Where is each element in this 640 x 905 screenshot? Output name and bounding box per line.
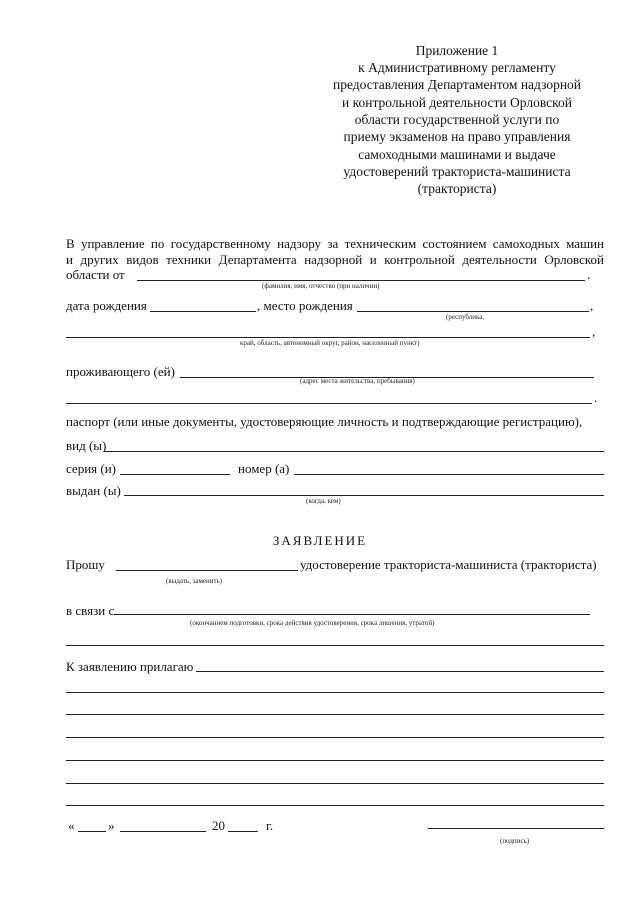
caption-residence: (адрес места жительства, пребывания) (300, 377, 415, 385)
header-line-5: области государственной услуги по (354, 112, 560, 127)
birth-region-end: , (592, 324, 596, 339)
header-line-7: самоходными машинами и выдаче (358, 147, 556, 162)
header-line-2: к Административному регламенту (358, 60, 556, 75)
passport-number-field[interactable] (294, 474, 604, 475)
attach-field-2[interactable] (66, 692, 604, 693)
date-year-field[interactable] (228, 831, 258, 832)
signature-field[interactable] (428, 828, 604, 829)
date-year-prefix: 20 (212, 818, 225, 833)
caption-reason: (окончанием подготовки, срока действия удостоверения, срока лишения, утратой) (190, 619, 435, 627)
reason-field[interactable] (114, 614, 590, 615)
applicant-name-field[interactable] (137, 280, 585, 281)
date-quote-close: » (108, 818, 115, 833)
caption-region: край, область, автономный округ, район, населенный пункт) (240, 339, 420, 347)
birth-date-field[interactable] (150, 311, 256, 312)
attach-field-1[interactable] (196, 671, 604, 672)
birth-place-field[interactable] (357, 311, 589, 312)
birth-place-end: , (590, 298, 594, 313)
passport-kind-field[interactable] (104, 451, 604, 452)
addressee-from-label: области от (66, 267, 125, 282)
passport-series-field[interactable] (120, 474, 230, 475)
header-line-9: (тракториста) (417, 181, 497, 196)
attach-field-3[interactable] (66, 714, 604, 715)
residence-end: . (594, 390, 598, 405)
residence-label: проживающего (ей) (66, 364, 175, 379)
passport-issued-label: выдан (ы) (66, 483, 121, 498)
header-line-4: и контрольной деятельности Орловской (342, 95, 572, 110)
passport-issued-field[interactable] (124, 495, 604, 496)
header-line-1: Приложение 1 (415, 43, 499, 58)
addressee-end-dot: . (587, 267, 591, 282)
header-line-3: предоставления Департаментом надзорной (332, 77, 582, 92)
reason-label: в связи с (66, 603, 115, 618)
date-day-field[interactable] (78, 831, 106, 832)
date-quote-open: « (68, 818, 75, 833)
statement-title: ЗАЯВЛЕНИЕ (272, 533, 368, 548)
caption-issued: (когда, кем) (306, 497, 341, 505)
passport-series-label: серия (и) (66, 461, 117, 476)
request-suffix: удостоверение тракториста-машиниста (тракториста) (300, 557, 597, 572)
header-line-8: удостоверений тракториста-машиниста (343, 164, 571, 179)
attach-field-7[interactable] (66, 805, 604, 806)
birth-place-label: , место рождения (257, 298, 353, 313)
addressee-line-1: В управление по государственному надзору за техническим состоянием самоходных машин (66, 236, 604, 251)
date-year-suffix: г. (266, 818, 274, 833)
request-action-field[interactable] (116, 570, 298, 571)
attach-field-5[interactable] (66, 760, 604, 761)
caption-signature: (подпись) (500, 837, 530, 845)
caption-request: (выдать, заменить) (166, 577, 223, 585)
addressee-line-2: и других видов техники Департамента надзорной и контрольной деятельности Орловской (66, 252, 604, 267)
header-line-6: приему экзаменов на право управления (343, 129, 571, 144)
request-label: Прошу (66, 557, 105, 572)
attach-label: К заявлению прилагаю (66, 659, 194, 674)
caption-fio: (фамилия, имя, отчество (при наличии) (262, 282, 380, 290)
caption-republic: (республика, (446, 313, 485, 321)
birth-region-field[interactable] (66, 337, 590, 338)
passport-kind-label: вид (ы) (66, 438, 107, 453)
attach-field-6[interactable] (66, 783, 604, 784)
attach-field-4[interactable] (66, 737, 604, 738)
passport-intro: паспорт (или иные документы, удостоверяющие личность и подтверждающие регистрацию), (66, 414, 583, 429)
birth-date-label: дата рождения (66, 298, 147, 313)
residence-field-2[interactable] (66, 403, 592, 404)
passport-number-label: номер (а) (238, 461, 290, 476)
date-month-field[interactable] (120, 831, 206, 832)
reason-field-2[interactable] (66, 645, 604, 646)
